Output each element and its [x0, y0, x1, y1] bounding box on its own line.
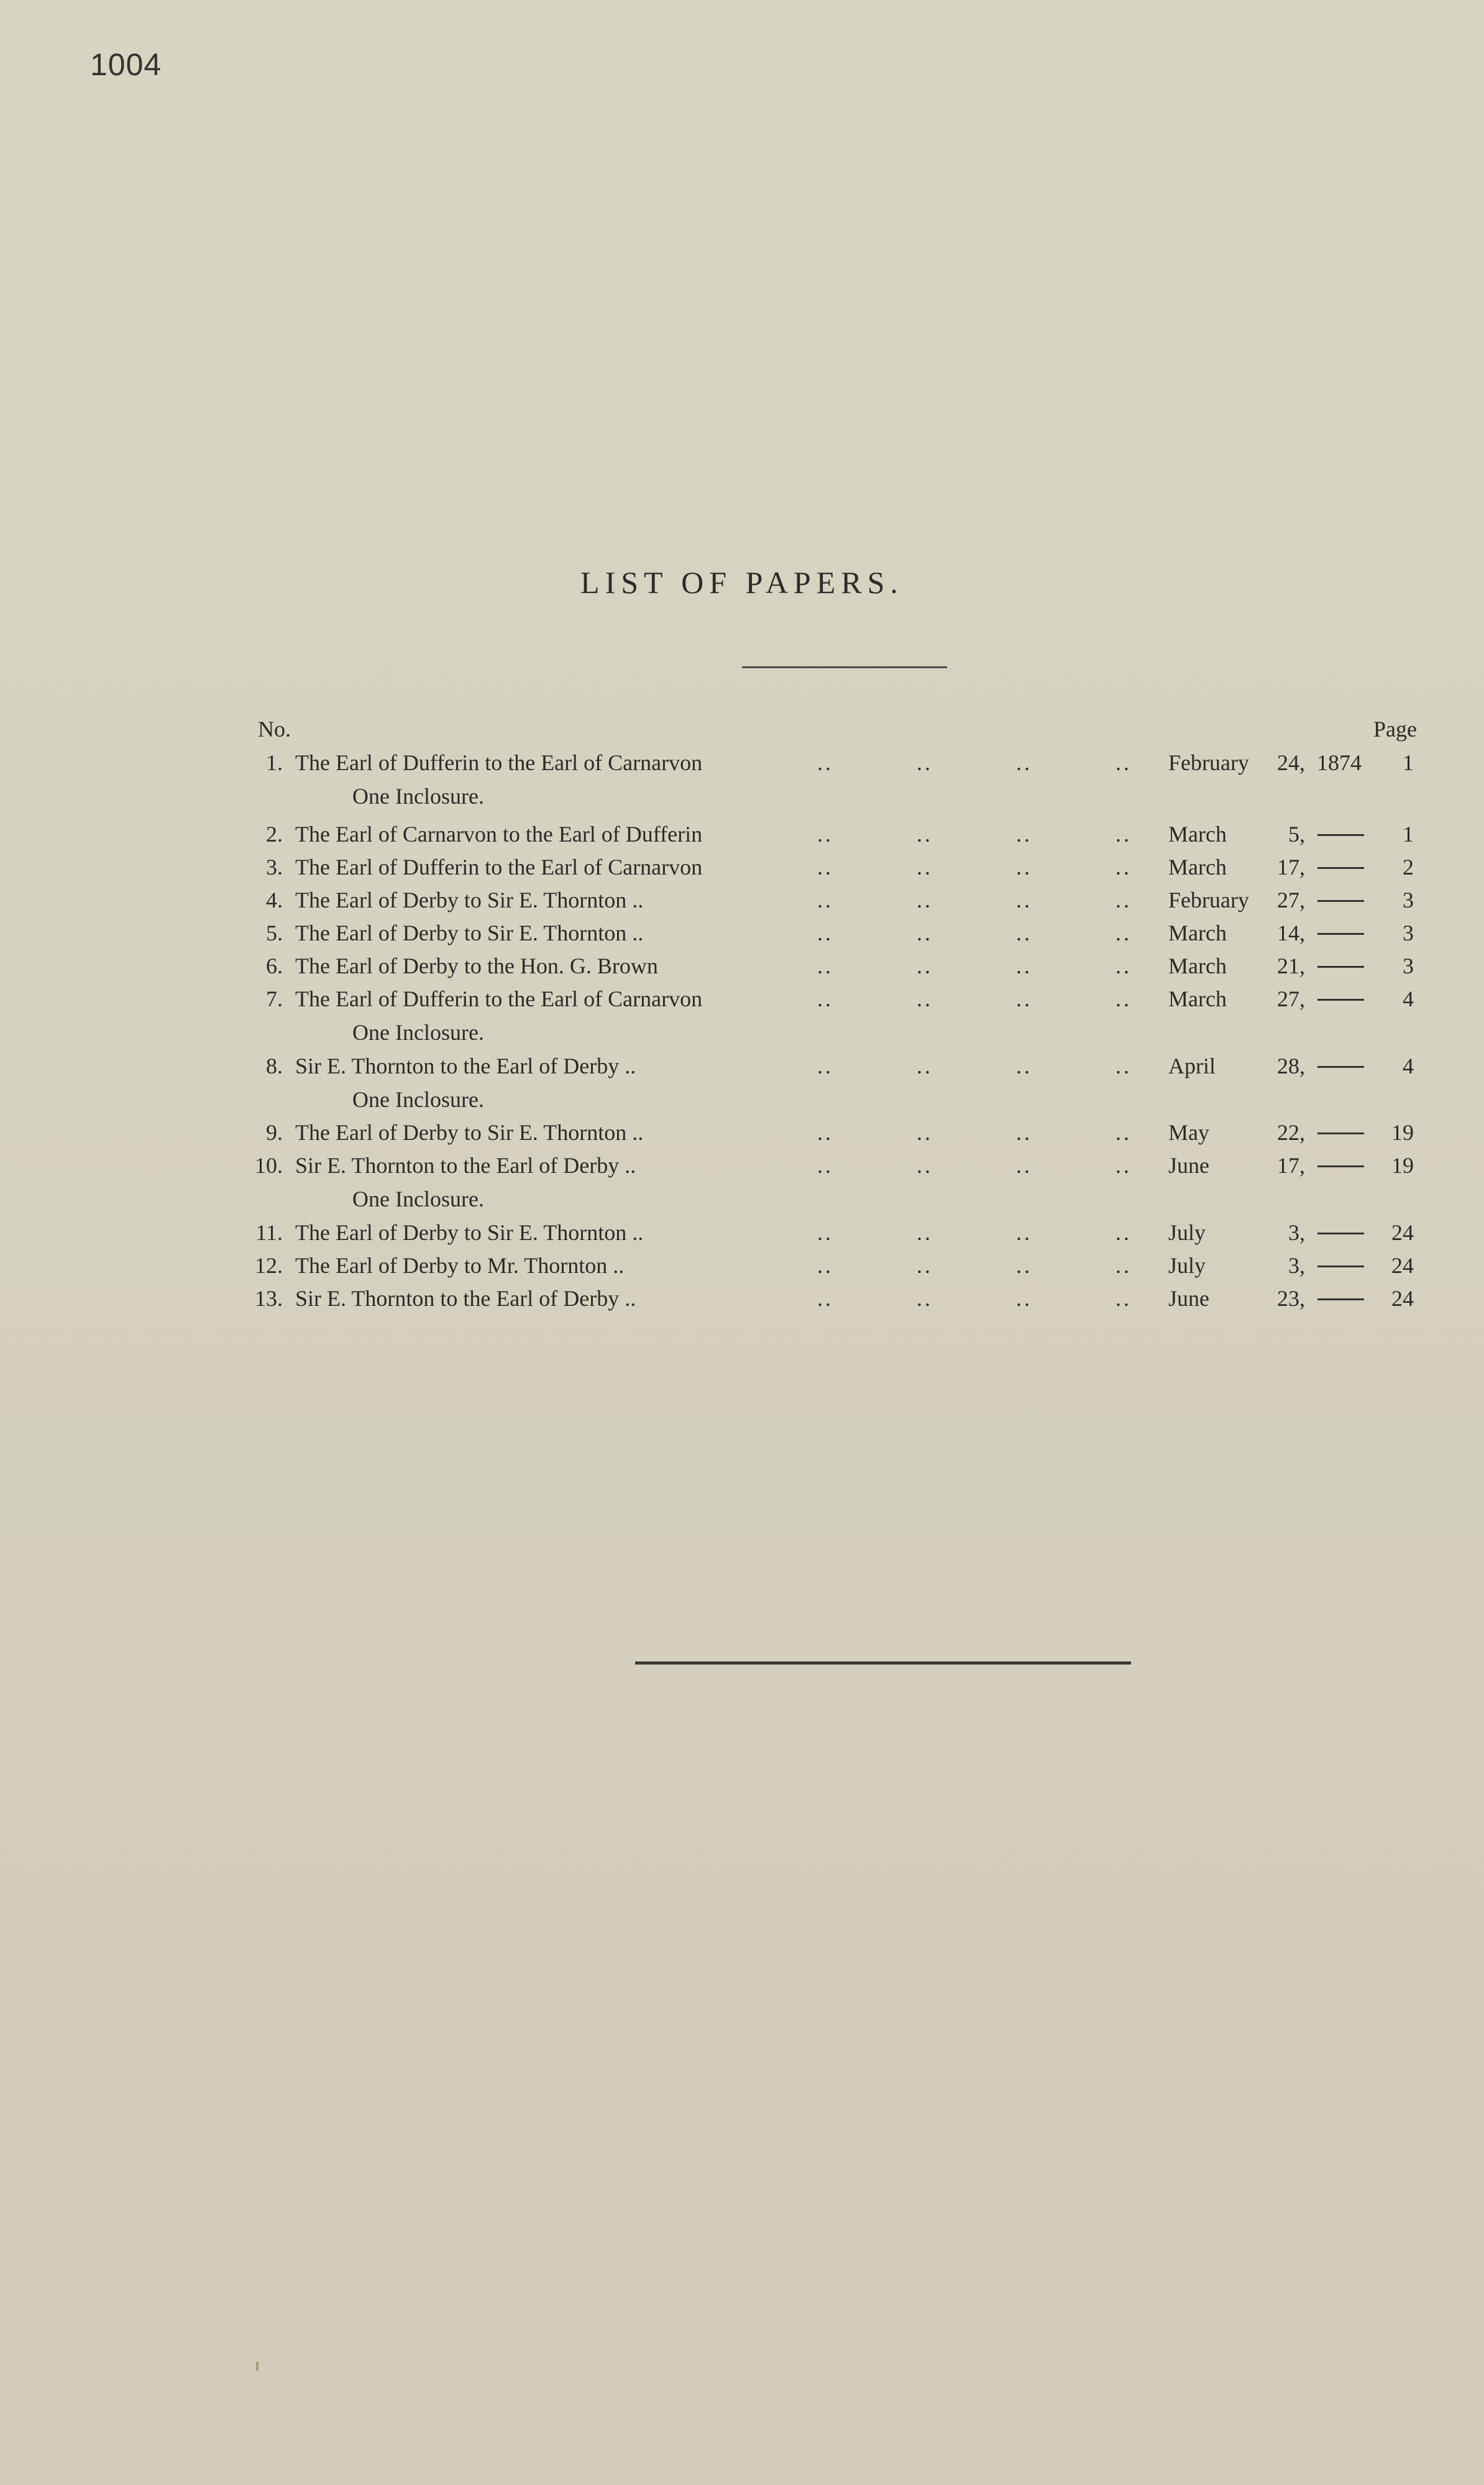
- item-number: 4.: [266, 888, 283, 912]
- item-month: March: [1168, 855, 1227, 880]
- ditto-dash: [1317, 900, 1364, 902]
- item-number: 2.: [266, 822, 283, 847]
- list-item: [0, 746, 1484, 779]
- leader-dots: ..: [917, 888, 933, 912]
- leader-dots: ..: [1016, 855, 1032, 880]
- item-number: 3.: [266, 855, 283, 880]
- item-description: The Earl of Dufferin to the Earl of Carnarvon: [295, 750, 703, 775]
- leader-dots: ..: [1016, 986, 1032, 1011]
- ditto-dash: [1317, 933, 1364, 935]
- leader-dots: ..: [817, 1253, 833, 1278]
- ditto-dash: [1317, 867, 1364, 869]
- item-month: April: [1168, 1054, 1216, 1078]
- item-number: 12.: [255, 1253, 283, 1278]
- item-page: 1: [1403, 822, 1414, 847]
- ditto-dash: [1317, 1265, 1364, 1267]
- leader-dots: ..: [1115, 888, 1132, 912]
- item-page: 4: [1403, 986, 1414, 1011]
- leader-dots: ..: [817, 953, 833, 978]
- item-number: 10.: [255, 1153, 283, 1178]
- leader-dots: ..: [1016, 1153, 1032, 1178]
- leader-dots: ..: [917, 1253, 933, 1278]
- item-day: 17,: [1277, 855, 1305, 880]
- leader-dots: ..: [1016, 822, 1032, 847]
- list-item: [0, 1149, 1484, 1182]
- ditto-dash: [1317, 1298, 1364, 1300]
- item-day: 27,: [1277, 986, 1305, 1011]
- item-year: 1874: [1317, 750, 1362, 775]
- item-number: 5.: [266, 921, 283, 945]
- item-day: 28,: [1277, 1054, 1305, 1078]
- item-number: 7.: [266, 986, 283, 1011]
- leader-dots: ..: [1016, 750, 1032, 775]
- leader-dots: ..: [1115, 1220, 1132, 1245]
- ditto-dash: [1317, 1066, 1364, 1068]
- leader-dots: ..: [1016, 921, 1032, 945]
- item-day: 14,: [1277, 921, 1305, 945]
- leader-dots: ..: [1016, 1120, 1032, 1145]
- item-day: 3,: [1288, 1253, 1305, 1278]
- list-item: [0, 1249, 1484, 1282]
- list-item: [0, 1049, 1484, 1083]
- item-page: 24: [1391, 1253, 1414, 1278]
- item-month: July: [1168, 1253, 1206, 1278]
- item-day: 23,: [1277, 1286, 1305, 1311]
- item-description: Sir E. Thornton to the Earl of Derby ..: [295, 1286, 636, 1311]
- leader-dots: ..: [1115, 1054, 1132, 1078]
- list-item: [0, 817, 1484, 851]
- leader-dots: ..: [817, 822, 833, 847]
- leader-dots: ..: [917, 1153, 933, 1178]
- item-description: The Earl of Derby to the Hon. G. Brown: [295, 953, 658, 978]
- item-month: May: [1168, 1120, 1209, 1145]
- page-title: LIST OF PAPERS.: [580, 565, 904, 600]
- item-description: The Earl of Carnarvon to the Earl of Dufferin: [295, 822, 703, 847]
- item-month: July: [1168, 1220, 1206, 1245]
- leader-dots: ..: [1016, 1054, 1032, 1078]
- list-item: [0, 1216, 1484, 1249]
- ditto-dash: [1317, 999, 1364, 1001]
- ditto-dash: [1317, 1233, 1364, 1234]
- column-header-no: No.: [258, 717, 291, 742]
- inclosure-note: One Inclosure.: [352, 1087, 484, 1112]
- list-item: [0, 850, 1484, 884]
- leader-dots: ..: [817, 888, 833, 912]
- item-day: 3,: [1288, 1220, 1305, 1245]
- item-description: The Earl of Derby to Sir E. Thornton ..: [295, 888, 644, 912]
- item-number: 11.: [255, 1220, 283, 1245]
- leader-dots: ..: [1115, 986, 1132, 1011]
- item-page: 3: [1403, 921, 1414, 945]
- leader-dots: ..: [917, 921, 933, 945]
- leader-dots: ..: [1016, 1253, 1032, 1278]
- item-page: 4: [1403, 1054, 1414, 1078]
- leader-dots: ..: [1016, 1220, 1032, 1245]
- leader-dots: ..: [917, 1054, 933, 1078]
- item-page: 1: [1403, 750, 1414, 775]
- leader-dots: ..: [1115, 855, 1132, 880]
- item-page: 24: [1391, 1286, 1414, 1311]
- paper-mark: [256, 2362, 259, 2371]
- leader-dots: ..: [1016, 953, 1032, 978]
- item-day: 22,: [1277, 1120, 1305, 1145]
- leader-dots: ..: [917, 986, 933, 1011]
- leader-dots: ..: [1115, 1153, 1132, 1178]
- item-description: Sir E. Thornton to the Earl of Derby ..: [295, 1054, 636, 1078]
- leader-dots: ..: [1115, 750, 1132, 775]
- column-header-page: Page: [1373, 717, 1417, 742]
- title-divider: [742, 666, 947, 668]
- item-number: 9.: [266, 1120, 283, 1145]
- item-description: The Earl of Derby to Sir E. Thornton ..: [295, 1120, 644, 1145]
- item-description: The Earl of Derby to Sir E. Thornton ..: [295, 921, 644, 945]
- leader-dots: ..: [817, 1286, 833, 1311]
- leader-dots: ..: [917, 822, 933, 847]
- leader-dots: ..: [917, 1286, 933, 1311]
- item-page: 19: [1391, 1120, 1414, 1145]
- leader-dots: ..: [817, 1054, 833, 1078]
- leader-dots: ..: [1016, 1286, 1032, 1311]
- item-day: 24,: [1277, 750, 1305, 775]
- item-day: 5,: [1288, 822, 1305, 847]
- item-number: 8.: [266, 1054, 283, 1078]
- leader-dots: ..: [917, 1220, 933, 1245]
- inclosure-note: One Inclosure.: [352, 784, 484, 809]
- item-month: February: [1168, 888, 1249, 912]
- leader-dots: ..: [917, 1120, 933, 1145]
- list-item: [0, 883, 1484, 917]
- bottom-divider: [635, 1661, 1131, 1665]
- ditto-dash: [1317, 834, 1364, 836]
- page-number: 1004: [90, 47, 162, 82]
- item-month: June: [1168, 1286, 1209, 1311]
- item-description: The Earl of Derby to Sir E. Thornton ..: [295, 1220, 644, 1245]
- item-month: March: [1168, 986, 1227, 1011]
- item-number: 13.: [255, 1286, 283, 1311]
- leader-dots: ..: [817, 750, 833, 775]
- item-page: 3: [1403, 953, 1414, 978]
- item-day: 17,: [1277, 1153, 1305, 1178]
- item-description: The Earl of Derby to Mr. Thornton ..: [295, 1253, 625, 1278]
- leader-dots: ..: [817, 1220, 833, 1245]
- leader-dots: ..: [1115, 1120, 1132, 1145]
- item-description: Sir E. Thornton to the Earl of Derby ..: [295, 1153, 636, 1178]
- leader-dots: ..: [1115, 1286, 1132, 1311]
- item-description: The Earl of Dufferin to the Earl of Carnarvon: [295, 986, 703, 1011]
- leader-dots: ..: [817, 986, 833, 1011]
- item-page: 24: [1391, 1220, 1414, 1245]
- leader-dots: ..: [917, 855, 933, 880]
- list-item: [0, 1282, 1484, 1315]
- item-page: 19: [1391, 1153, 1414, 1178]
- leader-dots: ..: [817, 921, 833, 945]
- leader-dots: ..: [1115, 921, 1132, 945]
- inclosure-note: One Inclosure.: [352, 1187, 484, 1211]
- item-day: 27,: [1277, 888, 1305, 912]
- leader-dots: ..: [817, 1120, 833, 1145]
- item-page: 3: [1403, 888, 1414, 912]
- item-month: June: [1168, 1153, 1209, 1178]
- list-item: [0, 916, 1484, 950]
- list-item: [0, 982, 1484, 1016]
- item-description: The Earl of Dufferin to the Earl of Carnarvon: [295, 855, 703, 880]
- list-item: [0, 1116, 1484, 1149]
- item-number: 1.: [266, 750, 283, 775]
- item-month: March: [1168, 822, 1227, 847]
- item-month: March: [1168, 953, 1227, 978]
- inclosure-note: One Inclosure.: [352, 1020, 484, 1045]
- leader-dots: ..: [1016, 888, 1032, 912]
- item-day: 21,: [1277, 953, 1305, 978]
- leader-dots: ..: [1115, 822, 1132, 847]
- leader-dots: ..: [1115, 1253, 1132, 1278]
- leader-dots: ..: [917, 750, 933, 775]
- leader-dots: ..: [817, 855, 833, 880]
- leader-dots: ..: [817, 1153, 833, 1178]
- leader-dots: ..: [917, 953, 933, 978]
- ditto-dash: [1317, 966, 1364, 968]
- ditto-dash: [1317, 1132, 1364, 1134]
- item-month: February: [1168, 750, 1249, 775]
- item-month: March: [1168, 921, 1227, 945]
- item-page: 2: [1403, 855, 1414, 880]
- item-number: 6.: [266, 953, 283, 978]
- list-item: [0, 949, 1484, 983]
- leader-dots: ..: [1115, 953, 1132, 978]
- ditto-dash: [1317, 1165, 1364, 1167]
